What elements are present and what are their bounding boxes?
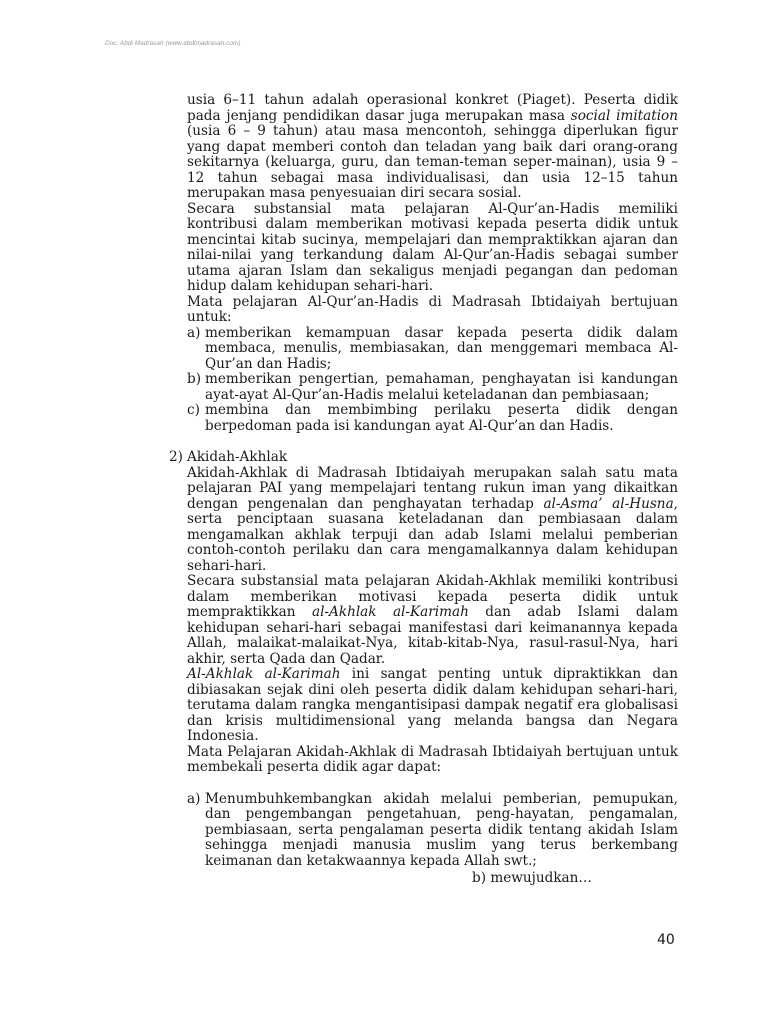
list-marker: a) [187, 324, 201, 341]
list-marker: a) [187, 790, 201, 807]
list-item [187, 403, 678, 434]
list-marker: c) [187, 402, 200, 418]
list-item-text: Menumbuhkembangkan akidah melalui pemberian, pemupukan, dan pengembangan pengetahuan, peng-hayatan, pengamalan, pembiasaan, serta pengalaman peserta didik tentang akidah Islam sehingga menjadi manusia muslim yang terus berkembang keimanan dan ketakwaannya kepada Allah swt.; [205, 790, 678, 869]
header-note: Doc. Abdi Madrasah (www.abdimadrasah.com) [105, 40, 241, 47]
list-item [187, 792, 678, 870]
paragraph: Mata pelajaran Al-Qur’an-Hadis di Madrasah Ibtidaiyah bertujuan untuk: [187, 293, 678, 325]
list-item [187, 372, 678, 403]
section-title-text: Akidah-Akhlak [187, 449, 288, 465]
section-title [169, 450, 660, 466]
paragraph: usia 6–11 tahun adalah operasional konkret (Piaget). Peserta didik pada jenjang pendidikan dasar juga merupakan masa social imitation (usia 6 – 9 tahun) atau masa mencontoh, sehingga diperlukan figur yang dapat memberi contoh dan teladan yang baik dari orang-orang sekitarnya (keluarga, guru, dan teman-teman seper-mainan), usia 9 – 12 tahun sebagai masa individualisasi, dan usia 12–15 tahun merupakan masa penyesuaian diri secara sosial. [187, 92, 679, 201]
list-marker: b) [187, 371, 202, 387]
objectives-list-akidah-akhlak [187, 792, 678, 870]
page-number: 40 [657, 932, 675, 948]
continuation-text: b) mewujudkan… [472, 870, 593, 886]
list-item-text: memberikan pengertian, pemahaman, penghayatan isi kandungan ayat-ayat Al-Qur’an-Hadis melalui keteladanan dan pembiasaan; [205, 371, 678, 403]
paragraph: Secara substansial mata pelajaran Akidah-Akhlak memiliki kontribusi dalam memberikan motivasi kepada peserta didik untuk mempraktikkan al-Akhlak al-Karimah dan adab Islami dalam kehidupan sehari-hari sebagai manifestasi dari keimanannya kepada Allah, malaikat-malaikat-Nya, kitab-kitab-Nya, rasul-rasul-Nya, hari akhir, serta Qada dan Qadar. [187, 573, 678, 667]
paragraph: Secara substansial mata pelajaran Al-Qur’an-Hadis memiliki kontribusi dalam memberikan motivasi kepada peserta didik untuk mencintai kitab sucinya, mempelajari dan mempraktikkan ajaran dan nilai-nilai yang terkandung dalam Al-Qur’an-Hadis sebagai sumber utama ajaran Islam dan sekaligus menjadi pegangan dan pedoman hidup dalam kehidupan sehari-hari. [187, 200, 678, 294]
section-marker: 2) [169, 449, 183, 465]
section-akidah-akhlak [169, 449, 678, 887]
paragraph: Mata Pelajaran Akidah-Akhlak di Madrasah Ibtidaiyah bertujuan untuk membekali peserta didik agar dapat: [187, 743, 678, 775]
list-item-text: membina dan membimbing perilaku peserta didik dengan berpedoman pada isi kandungan ayat Al-Qur’an dan Hadis. [205, 402, 678, 434]
list-item [187, 326, 678, 373]
objectives-list-quran-hadis [187, 326, 678, 435]
paragraph: Akidah-Akhlak di Madrasah Ibtidaiyah merupakan salah satu mata pelajaran PAI yang mempelajari tentang rukun iman yang dikaitkan dengan pengenalan dan penghayatan terhadap al-Asma’ al-Husna, serta penciptaan suasana keteladanan dan pembiasaan dalam mengamalkan akhlak terpuji dan adab Islami melalui pemberian contoh-contoh perilaku dan cara mengamalkannya dalam kehidupan sehari-hari. [187, 464, 678, 574]
paragraph: Al-Akhlak al-Karimah ini sangat penting untuk dipraktikkan dan dibiasakan sejak dini oleh peserta didik dalam kehidupan sehari-hari, terutama dalam rangka mengantisipasi dampak negatif era globalisasi dan krisis multidimensional yang melanda bangsa dan Negara Indonesia. [187, 666, 678, 744]
page-body [169, 92, 679, 887]
list-item-text: memberikan kemampuan dasar kepada peserta didik dalam membaca, menulis, membiasakan, dan menggemari membaca Al-Qur’an dan Hadis; [205, 324, 678, 372]
